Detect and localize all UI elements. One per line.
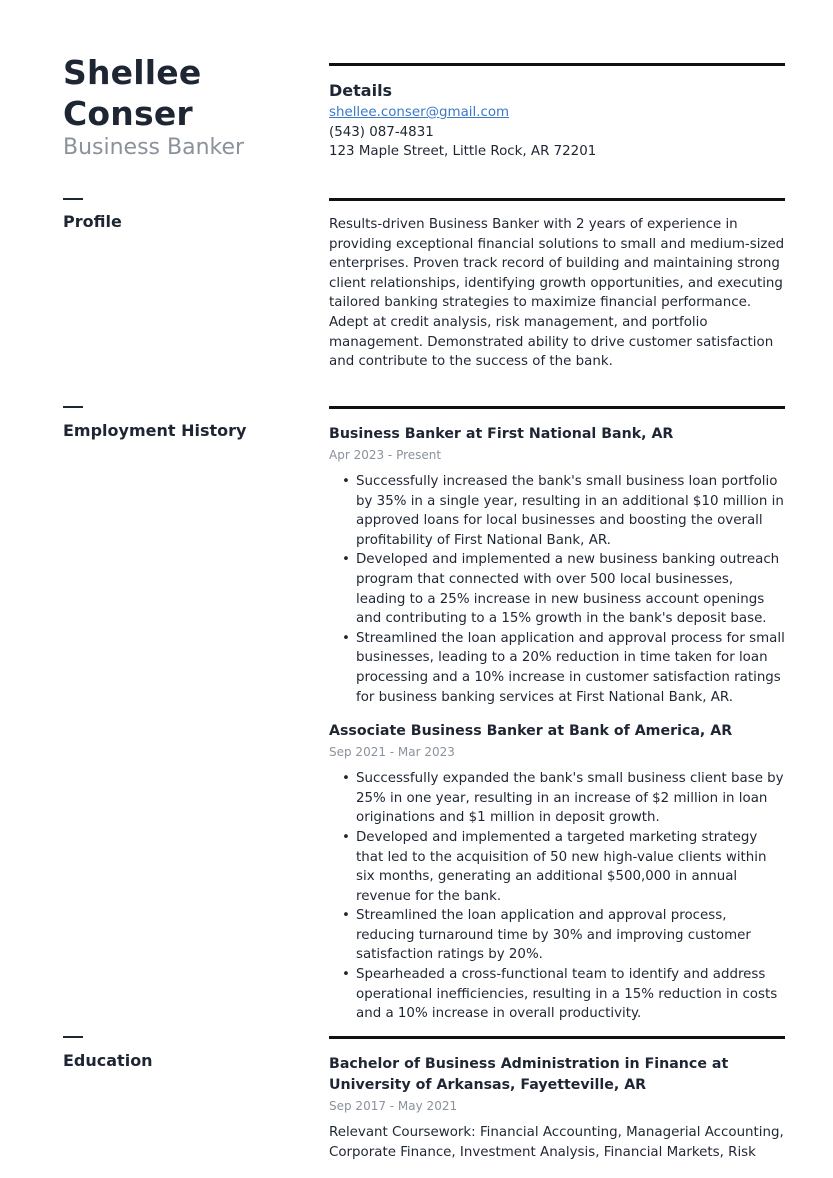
employment-section (329, 424, 785, 1038)
details-section (329, 81, 785, 162)
education-dates: Sep 2017 - May 2021 (329, 1099, 458, 1113)
job-title: Business Banker at First National Bank, AR (329, 426, 674, 442)
bullet-item: • Streamlined the loan application and approval process, reducing turnaround time by 30% and improving customer satisfaction ratings by 20%. (329, 906, 785, 965)
address: 123 Maple Street, Little Rock, AR 72201 (329, 144, 597, 160)
degree-title: Bachelor of Business Administration in Finance at University of Arkansas, Fayetteville, AR (329, 1056, 729, 1093)
last-name: Conser (63, 94, 193, 133)
candidate-title: Business Banker (63, 135, 245, 160)
profile-dash (63, 198, 83, 200)
bullet-item: • Successfully expanded the bank's small business client base by 25% in one year, resulting in an increase of $2 million in loan originations and $1 million in deposit growth. (329, 769, 785, 828)
profile-section (329, 207, 785, 372)
profile-heading: Profile (63, 212, 122, 231)
job-bullets (329, 769, 785, 1024)
education-dash (63, 1036, 83, 1038)
job-dates: Apr 2023 - Present (329, 448, 442, 462)
phone-number: (543) 087-4831 (329, 124, 434, 140)
job-entry (329, 424, 785, 707)
first-name: Shellee (63, 53, 202, 92)
details-heading: Details (329, 81, 393, 100)
profile-text: Results-driven Business Banker with 2 years of experience in providing exceptional financial solutions to small and medium-sized enterprises. Proven track record of building and maintaining strong client relationships, identifying growth opportunities, and executing tailored banking strategies to maximize financial performance. Adept at credit analysis, risk management, and portfolio management. Demonstrated ability to drive customer satisfaction and contribute to the success of the bank. (329, 217, 785, 370)
job-dates: Sep 2021 - Mar 2023 (329, 745, 455, 760)
email-link[interactable]: shellee.conser@gmail.com (329, 105, 510, 120)
bullet-item: • Spearheaded a cross-functional team to identify and address operational inefficiencies, resulting in a 15% reduction in costs and a 10% increase in overall productivity. (329, 965, 785, 1024)
bullet-item: • Developed and implemented a new business banking outreach program that connected with over 500 local businesses, leading to a 25% increase in new business account openings and contributing to a 15% growth in the bank's deposit base. (329, 550, 785, 628)
employment-dash (63, 406, 83, 408)
coursework-text: Relevant Coursework: Financial Accounting, Managerial Accounting, Corporate Finance, Investment Analysis, Financial Markets, Risk (329, 1125, 784, 1160)
education-divider (329, 1036, 785, 1039)
job-title: Associate Business Banker at Bank of America, AR (329, 723, 733, 740)
bullet-item: • Successfully increased the bank's small business loan portfolio by 35% in a single year, resulting in an additional $10 million in approved loans for local businesses and boosting the overall profitability of First National Bank, AR. (329, 472, 785, 550)
bullet-item: • Streamlined the loan application and approval process for small businesses, leading to a 20% reduction in time taken for loan processing and a 10% increase in customer satisfaction ratings for business banking services at First National Bank, AR. (329, 629, 785, 707)
job-entry (329, 721, 785, 1024)
education-section (329, 1054, 785, 1162)
profile-divider (329, 198, 785, 201)
candidate-name (63, 52, 303, 134)
job-bullets (329, 472, 785, 707)
bullet-item: • Developed and implemented a targeted marketing strategy that led to the acquisition of 50 new high-value clients within six months, generating an additional $500,000 in annual revenue for the bank. (329, 828, 785, 906)
employment-heading: Employment History (63, 421, 247, 440)
employment-divider (329, 406, 785, 409)
education-heading: Education (63, 1051, 153, 1070)
details-divider (329, 63, 785, 66)
